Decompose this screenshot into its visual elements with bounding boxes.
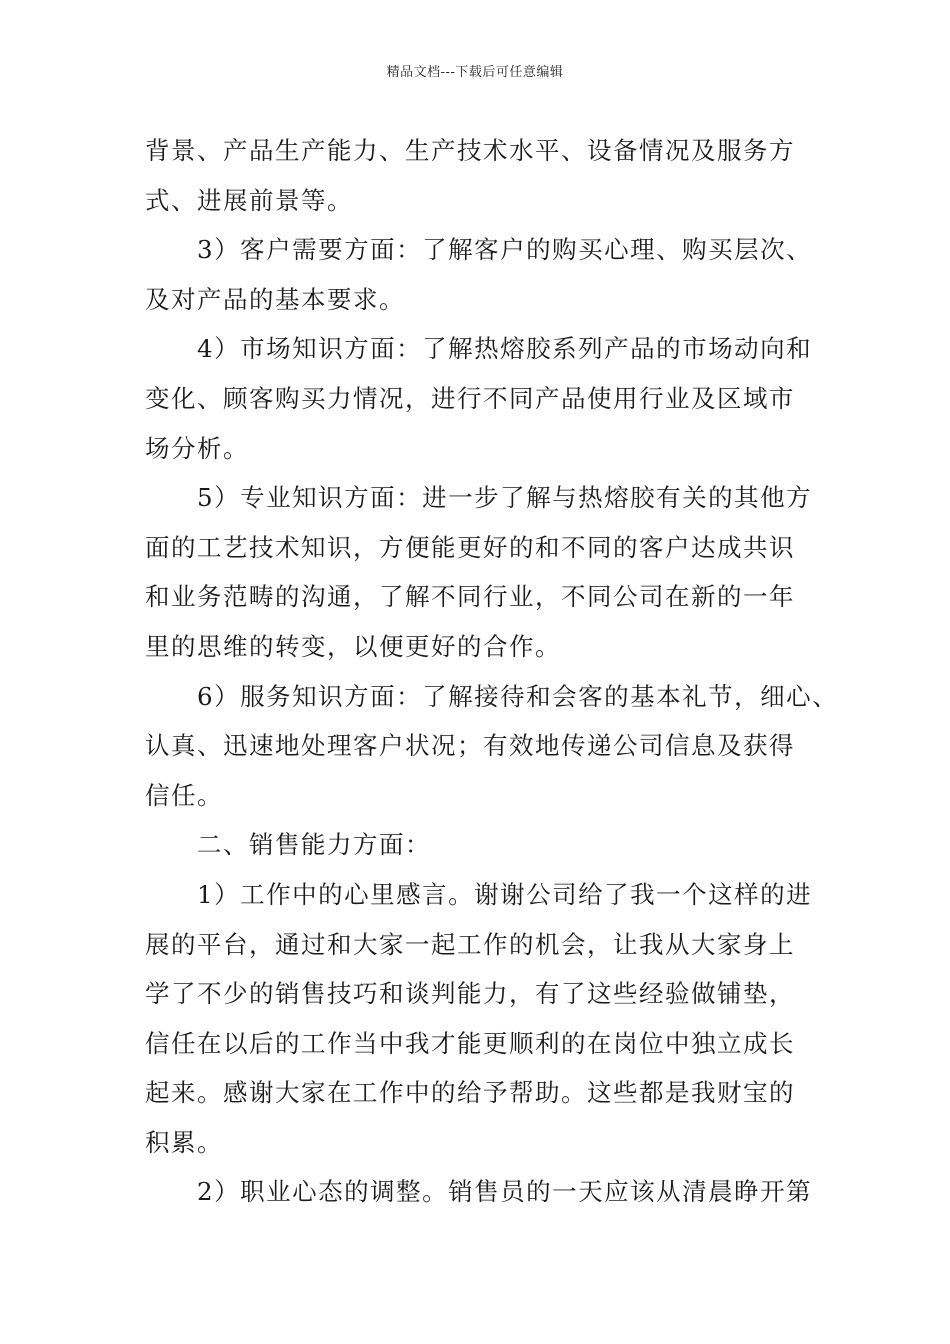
text-line: 里的思维的转变，以便更好的合作。	[145, 631, 561, 661]
text-line: 积累。	[145, 1127, 223, 1157]
text-line: 信任在以后的工作当中我才能更顺利的在岗位中独立成长	[145, 1028, 795, 1058]
text-line: 6）服务知识方面：了解接待和会客的基本礼节，细心、	[197, 681, 839, 711]
text-line: 4）市场知识方面：了解热熔胶系列产品的市场动向和	[197, 334, 813, 364]
text-line: 面的工艺技术知识，方便能更好的和不同的客户达成共识	[145, 532, 795, 562]
text-line: 展的平台，通过和大家一起工作的机会，让我从大家身上	[145, 929, 795, 959]
page-header: 精品文档---下载后可任意编辑	[386, 65, 564, 80]
text-line: 2）职业心态的调整。销售员的一天应该从清晨睁开第	[197, 1177, 813, 1207]
text-line: 信任。	[145, 780, 223, 810]
text-line: 场分析。	[145, 433, 249, 463]
text-line: 认真、迅速地处理客户状况；有效地传递公司信息及获得	[145, 731, 795, 761]
section-heading: 二、销售能力方面：	[197, 830, 431, 860]
text-line: 学了不少的销售技巧和谈判能力，有了这些经验做铺垫，	[145, 979, 795, 1009]
text-line: 起来。感谢大家在工作中的给予帮助。这些都是我财宝的	[145, 1078, 795, 1108]
text-line: 变化、顾客购买力情况，进行不同产品使用行业及区域市	[145, 383, 795, 413]
text-line: 背景、产品生产能力、生产技术水平、设备情况及服务方	[145, 136, 795, 165]
text-line: 3）客户需要方面：了解客户的购买心理、购买层次、	[197, 235, 813, 265]
document-body	[145, 126, 839, 1217]
text-line: 5）专业知识方面：进一步了解与热熔胶有关的其他方	[197, 483, 813, 513]
text-line: 式、进展前景等。	[145, 185, 353, 215]
text-line: 1）工作中的心里感言。谢谢公司给了我一个这样的进	[197, 879, 813, 909]
text-line: 及对产品的基本要求。	[145, 284, 405, 314]
text-line: 和业务范畴的沟通，了解不同行业，不同公司在新的一年	[145, 582, 795, 612]
